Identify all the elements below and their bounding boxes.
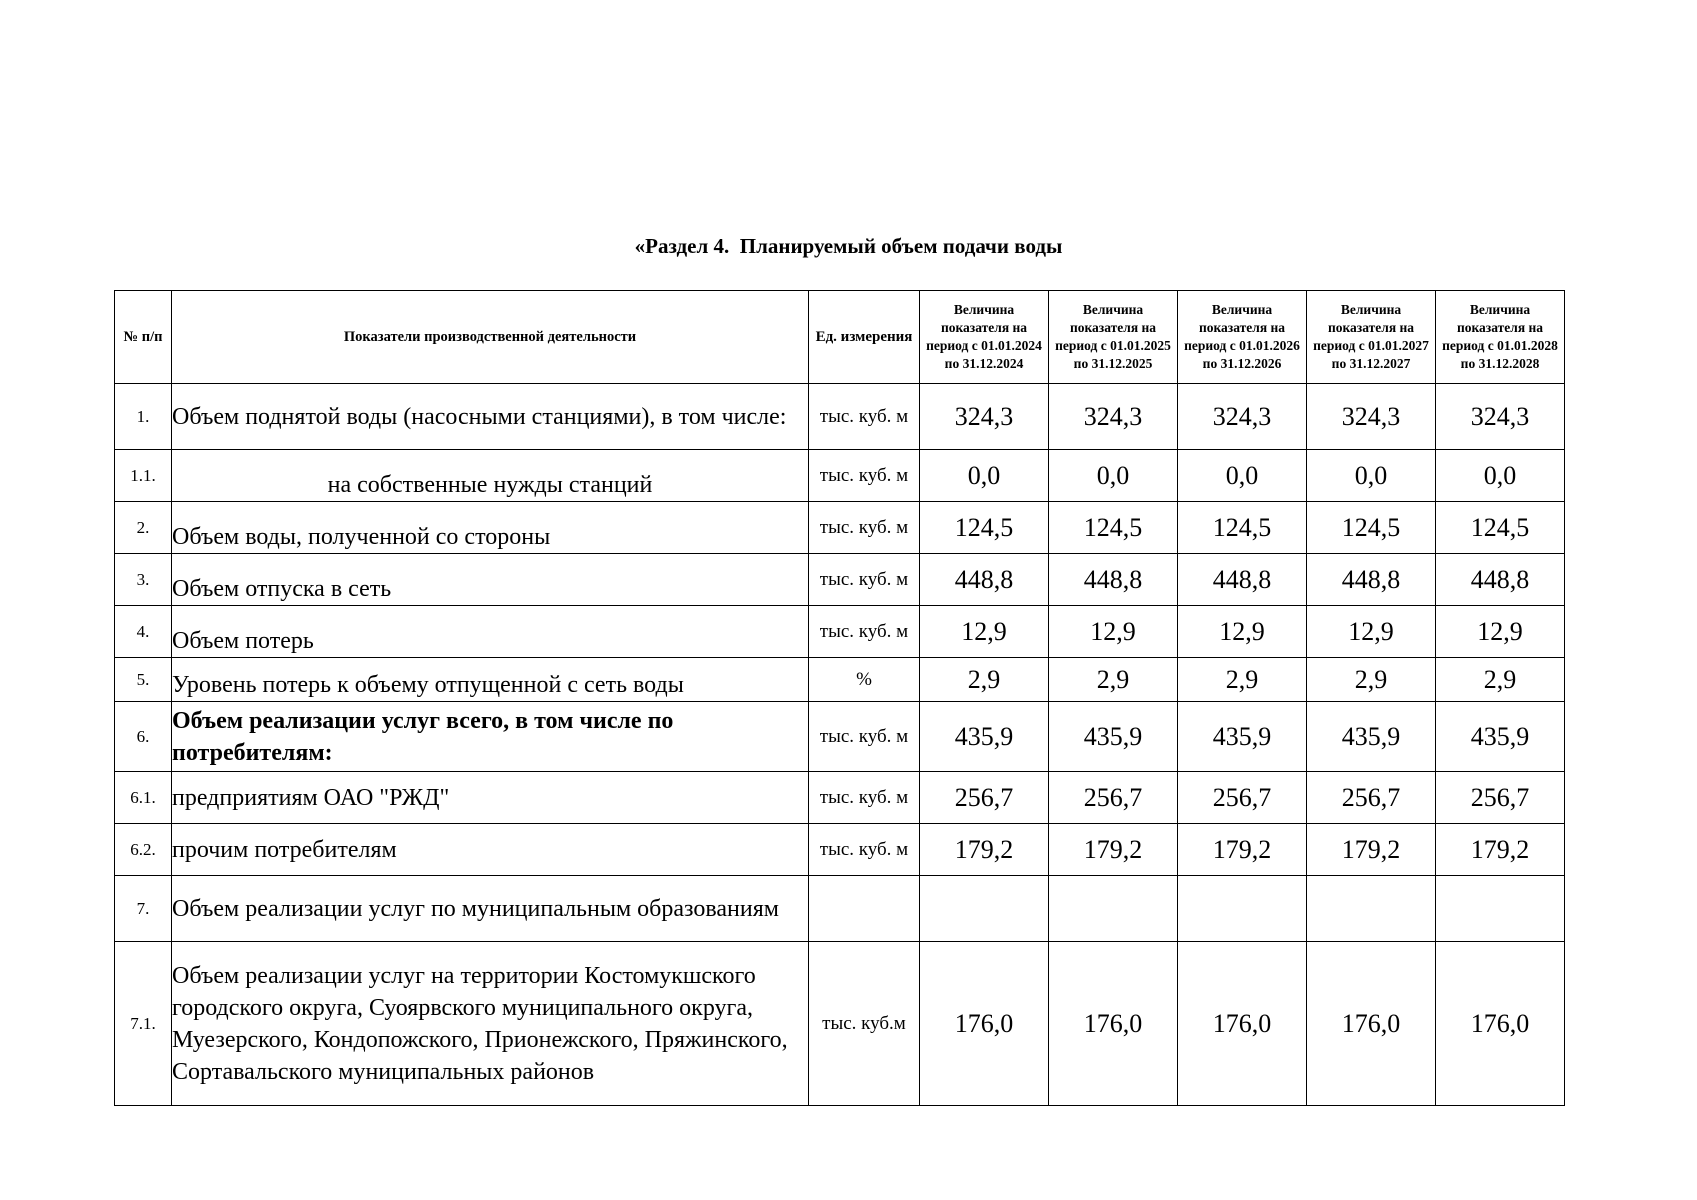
row-value: 124,5 <box>1049 502 1178 554</box>
row-value: 324,3 <box>1307 384 1436 450</box>
row-value: 176,0 <box>1049 942 1178 1106</box>
table-row <box>115 450 1565 502</box>
table-row <box>115 702 1565 772</box>
row-value <box>1178 876 1307 942</box>
row-value: 448,8 <box>1436 554 1565 606</box>
row-name: предприятиям ОАО "РЖД" <box>172 772 809 824</box>
row-unit: тыс. куб. м <box>809 702 920 772</box>
row-value: 256,7 <box>1307 772 1436 824</box>
row-num: 4. <box>115 606 172 658</box>
row-name: прочим потребителям <box>172 824 809 876</box>
row-unit: тыс. куб. м <box>809 384 920 450</box>
row-value: 435,9 <box>1307 702 1436 772</box>
water-supply-table <box>114 290 1565 1106</box>
table-row <box>115 772 1565 824</box>
row-num: 7. <box>115 876 172 942</box>
row-unit <box>809 876 920 942</box>
header-period-2025: Величина показателя на период с 01.01.2025 по 31.12.2025 <box>1049 291 1178 384</box>
row-value: 324,3 <box>1178 384 1307 450</box>
row-value: 435,9 <box>920 702 1049 772</box>
row-value: 12,9 <box>1307 606 1436 658</box>
header-period-2027: Величина показателя на период с 01.01.2027 по 31.12.2027 <box>1307 291 1436 384</box>
row-unit: тыс. куб.м <box>809 942 920 1106</box>
row-name: Объем потерь <box>172 606 809 658</box>
row-value: 179,2 <box>1178 824 1307 876</box>
row-value: 448,8 <box>1178 554 1307 606</box>
header-unit: Ед. измерения <box>809 291 920 384</box>
table-row <box>115 658 1565 702</box>
row-value: 0,0 <box>1436 450 1565 502</box>
row-value: 124,5 <box>1178 502 1307 554</box>
header-indicator: Показатели производственной деятельности <box>172 291 809 384</box>
row-value: 256,7 <box>1049 772 1178 824</box>
row-value <box>920 876 1049 942</box>
header-num: № п/п <box>115 291 172 384</box>
row-value: 0,0 <box>1049 450 1178 502</box>
row-value: 12,9 <box>920 606 1049 658</box>
header-period-2026: Величина показателя на период с 01.01.2026 по 31.12.2026 <box>1178 291 1307 384</box>
row-value: 435,9 <box>1049 702 1178 772</box>
table-row <box>115 384 1565 450</box>
row-value: 256,7 <box>1436 772 1565 824</box>
row-name: Объем реализации услуг по муниципальным образованиям <box>172 876 809 942</box>
row-value: 448,8 <box>1049 554 1178 606</box>
row-value: 176,0 <box>920 942 1049 1106</box>
row-name: Уровень потерь к объему отпущенной с сеть воды <box>172 658 809 702</box>
row-value: 124,5 <box>1307 502 1436 554</box>
row-value: 12,9 <box>1049 606 1178 658</box>
row-value: 176,0 <box>1436 942 1565 1106</box>
row-num: 6.1. <box>115 772 172 824</box>
row-unit: тыс. куб. м <box>809 606 920 658</box>
row-value: 435,9 <box>1178 702 1307 772</box>
row-name: Объем реализации услуг всего, в том числе по потребителям: <box>172 702 809 772</box>
row-value: 448,8 <box>920 554 1049 606</box>
row-name: на собственные нужды станций <box>172 450 809 502</box>
row-value: 435,9 <box>1436 702 1565 772</box>
row-value: 256,7 <box>920 772 1049 824</box>
header-period-2024: Величина показателя на период с 01.01.2024 по 31.12.2024 <box>920 291 1049 384</box>
table-row <box>115 942 1565 1106</box>
table-row <box>115 554 1565 606</box>
row-unit: тыс. куб. м <box>809 502 920 554</box>
row-value: 176,0 <box>1307 942 1436 1106</box>
row-num: 1.1. <box>115 450 172 502</box>
row-value <box>1436 876 1565 942</box>
row-name: Объем реализации услуг на территории Костомукшского городского округа, Суоярвского муниципального округа, Муезерского, Кондопожского, Прионежского, Пряжинского, Сортавальского муниципальных районов <box>172 942 809 1106</box>
table-row <box>115 502 1565 554</box>
header-period-2028: Величина показателя на период с 01.01.2028 по 31.12.2028 <box>1436 291 1565 384</box>
row-value: 448,8 <box>1307 554 1436 606</box>
row-value: 0,0 <box>1307 450 1436 502</box>
row-value: 2,9 <box>920 658 1049 702</box>
row-name: Объем воды, полученной со стороны <box>172 502 809 554</box>
row-value: 12,9 <box>1436 606 1565 658</box>
row-value <box>1307 876 1436 942</box>
row-value: 176,0 <box>1178 942 1307 1106</box>
row-value: 2,9 <box>1307 658 1436 702</box>
row-unit: тыс. куб. м <box>809 824 920 876</box>
row-value: 124,5 <box>1436 502 1565 554</box>
row-unit: тыс. куб. м <box>809 772 920 824</box>
row-value: 124,5 <box>920 502 1049 554</box>
table-header-row <box>115 291 1565 384</box>
table-row <box>115 824 1565 876</box>
row-value: 2,9 <box>1178 658 1307 702</box>
row-unit: тыс. куб. м <box>809 554 920 606</box>
row-num: 6. <box>115 702 172 772</box>
row-value <box>1049 876 1178 942</box>
table-row <box>115 606 1565 658</box>
row-value: 179,2 <box>1307 824 1436 876</box>
row-num: 6.2. <box>115 824 172 876</box>
row-num: 5. <box>115 658 172 702</box>
row-value: 179,2 <box>1436 824 1565 876</box>
table-row <box>115 876 1565 942</box>
row-value: 324,3 <box>920 384 1049 450</box>
row-num: 1. <box>115 384 172 450</box>
row-value: 0,0 <box>920 450 1049 502</box>
row-unit: % <box>809 658 920 702</box>
row-num: 3. <box>115 554 172 606</box>
row-value: 2,9 <box>1436 658 1565 702</box>
row-value: 179,2 <box>920 824 1049 876</box>
row-name: Объем поднятой воды (насосными станциями), в том числе: <box>172 384 809 450</box>
row-num: 2. <box>115 502 172 554</box>
row-value: 256,7 <box>1178 772 1307 824</box>
row-value: 324,3 <box>1049 384 1178 450</box>
row-unit: тыс. куб. м <box>809 450 920 502</box>
section-title: «Раздел 4. Планируемый объем подачи воды <box>634 234 1063 258</box>
row-value: 12,9 <box>1178 606 1307 658</box>
row-value: 179,2 <box>1049 824 1178 876</box>
row-name: Объем отпуска в сеть <box>172 554 809 606</box>
row-num: 7.1. <box>115 942 172 1106</box>
row-value: 2,9 <box>1049 658 1178 702</box>
row-value: 324,3 <box>1436 384 1565 450</box>
row-value: 0,0 <box>1178 450 1307 502</box>
